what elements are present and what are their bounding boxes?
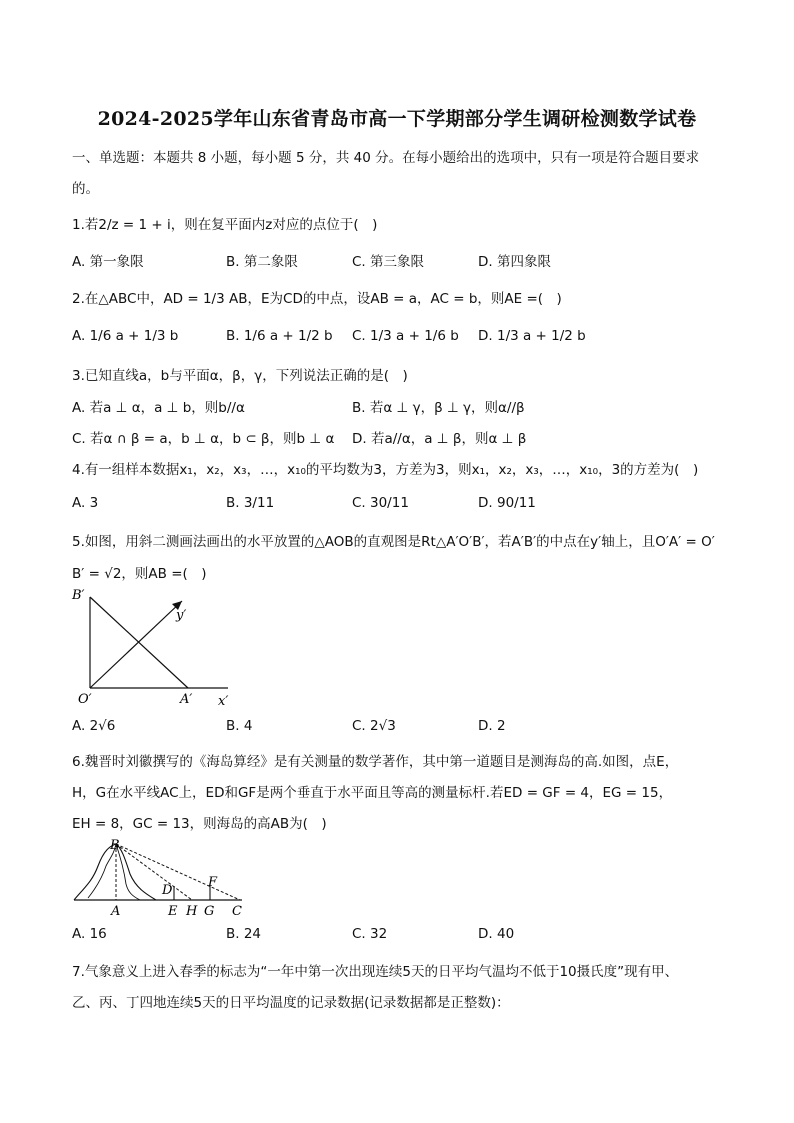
q5-label-b: B′ (72, 588, 85, 603)
q6-label-d: D (162, 883, 173, 898)
q1-option-c: C. 第三象限 (352, 254, 425, 270)
q5-stem-line2: B′ = √2，则AB =( ) (72, 566, 207, 582)
q6-label-e: E (168, 904, 178, 918)
q5-option-a: A. 2√6 (72, 718, 116, 734)
q3-option-d: D. 若a//α，a ⊥ β，则α ⊥ β (352, 431, 527, 447)
q6-label-b: B (110, 838, 120, 853)
q6-option-a: A. 16 (72, 926, 107, 942)
exam-title: 2024-2025学年山东省青岛市高一下学期部分学生调研检测数学试卷 (97, 108, 697, 130)
q3-stem: 3.已知直线a，b与平面α，β，γ，下列说法正确的是( ) (72, 368, 408, 384)
q1-option-b: B. 第二象限 (226, 254, 298, 270)
q2-option-c: C. 1/3 a + 1/6 b (352, 328, 459, 344)
q4-option-a: A. 3 (72, 495, 99, 511)
q6-island-ridge-2 (116, 844, 140, 900)
q1-option-a: A. 第一象限 (72, 254, 144, 270)
q2-stem: 2.在△ABC中，AD = 1/3 AB，E为CD的中点，设AB = a，AC = b，则AE =( ) (72, 291, 562, 307)
q3-option-a: A. 若a ⊥ α，a ⊥ b，则b//α (72, 400, 245, 416)
q6-option-c: C. 32 (352, 926, 388, 942)
q6-stem-line1: 6.魏晋时刘徽撰写的《海岛算经》是有关测量的数学著作，其中第一道题目是测海岛的高.如图，点E， (72, 754, 679, 770)
q5-label-x: x′ (218, 694, 229, 709)
q5-y-axis (90, 601, 182, 688)
q4-option-d: D. 90/11 (478, 495, 536, 511)
q6-stem-line2: H，G在水平线AC上，ED和GF是两个垂直于水平面且等高的测量标杆.若ED = GF = 4，EG = 15， (72, 785, 673, 801)
q6-label-f: F (208, 875, 218, 890)
q4-stem: 4.有一组样本数据x₁，x₂，x₃，…，x₁₀的平均数为3，方差为3，则x₁，x₂，x₃，…，x₁₀，3的方差为( ) (72, 462, 699, 478)
q3-option-b: B. 若α ⊥ γ，β ⊥ γ，则α//β (352, 400, 525, 416)
q5-option-b: B. 4 (226, 718, 253, 734)
q5-option-d: D. 2 (478, 718, 506, 734)
q1-stem: 1.若2/z = 1 + i，则在复平面内z对应的点位于( ) (72, 217, 378, 233)
section-heading-line2: 的。 (72, 181, 99, 197)
section-heading-line1: 一、单选题：本题共 8 小题，每小题 5 分，共 40 分。在每小题给出的选项中，只有一项是符合题目要求 (72, 150, 700, 166)
q4-option-c: C. 30/11 (352, 495, 409, 511)
q2-option-a: A. 1/6 a + 1/3 b (72, 328, 179, 344)
q1-option-d: D. 第四象限 (478, 254, 551, 270)
q6-option-b: B. 24 (226, 926, 262, 942)
q6-stem-line3: EH = 8，GC = 13，则海岛的高AB为( ) (72, 816, 327, 832)
q4-option-b: B. 3/11 (226, 495, 275, 511)
q5-label-o: O′ (78, 692, 92, 707)
q6-sight-b-h (116, 844, 192, 900)
q6-label-h: H (186, 904, 198, 918)
q6-sight-b-c (116, 844, 240, 900)
q5-label-a: A′ (180, 692, 193, 707)
q6-figure (70, 836, 250, 918)
q2-option-b: B. 1/6 a + 1/2 b (226, 328, 333, 344)
q7-stem-line1: 7.气象意义上进入春季的标志为“一年中第一次出现连续5天的日平均气温均不低于10摄氏度”现有甲、 (72, 964, 679, 980)
q3-option-c: C. 若α ∩ β = a，b ⊥ α，b ⊂ β，则b ⊥ α (72, 431, 335, 447)
q6-label-c: C (232, 904, 242, 918)
q6-label-g: G (204, 904, 215, 918)
q5-label-y: y′ (176, 608, 187, 623)
q5-figure (68, 585, 248, 710)
q6-option-d: D. 40 (478, 926, 515, 942)
q5-stem-line1: 5.如图，用斜二测画法画出的水平放置的△AOB的直观图是Rt△A′O′B′，若A′B′的中点在y′轴上，且O′A′ = O′ (72, 534, 715, 550)
q5-option-c: C. 2√3 (352, 718, 396, 734)
q7-stem-line2: 乙、丙、丁四地连续5天的日平均温度的记录数据(记录数据都是正整数)： (72, 995, 510, 1011)
q2-option-d: D. 1/3 a + 1/2 b (478, 328, 586, 344)
q6-label-a: A (111, 904, 121, 918)
